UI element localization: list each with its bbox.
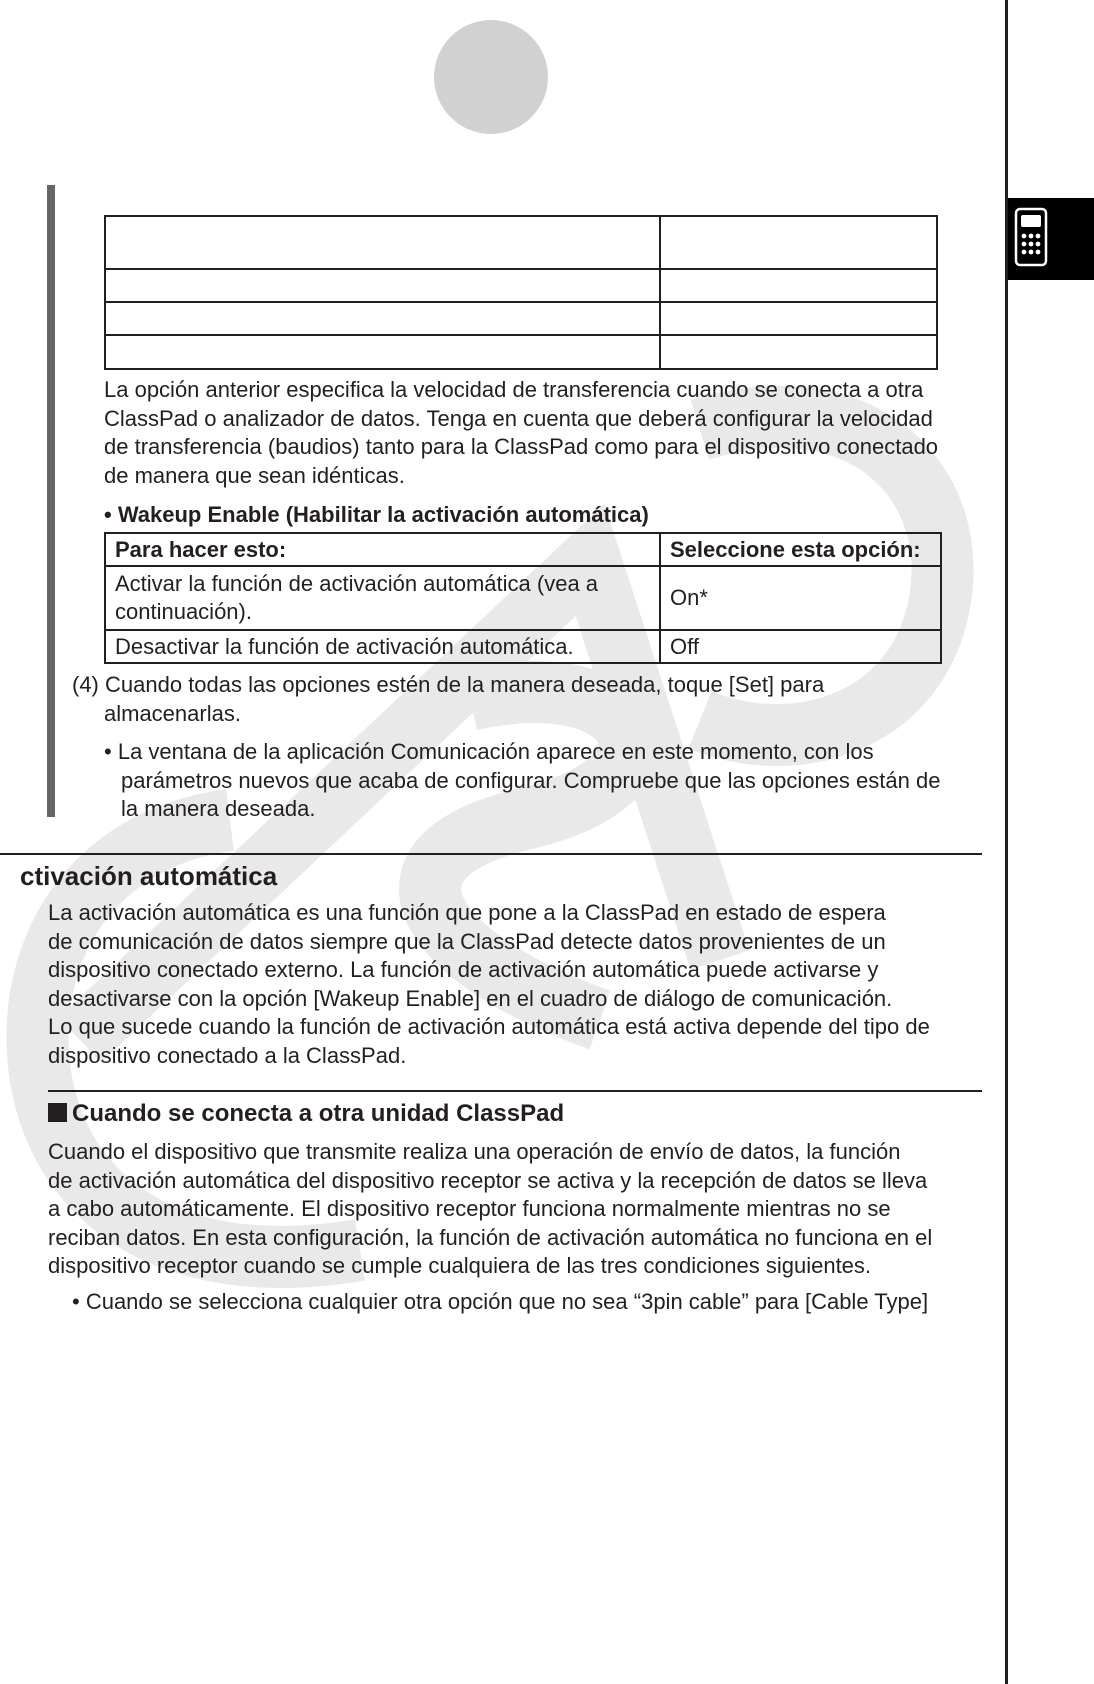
text-line [104, 738, 940, 767]
text-line: Lo que sucede cuando la función de activación automática está activa depende del tipo de [48, 1014, 930, 1039]
table-cell [105, 216, 660, 269]
chapter-tab[interactable] [1008, 198, 1094, 280]
table-cell-option: Off [660, 630, 941, 663]
subsection-divider [48, 1090, 982, 1092]
calculator-icon [1012, 206, 1052, 270]
text-line: a cabo automáticamente. El dispositivo receptor funciona normalmente mientras no se [48, 1196, 891, 1221]
text-line: parámetros nuevos que acaba de configurar. Compruebe que las opciones están de [121, 767, 941, 793]
table-row [105, 302, 937, 335]
text-line: dispositivo conectado externo. La función de activación automática puede activarse y [48, 957, 879, 982]
text-line: continuación). [115, 599, 252, 624]
table-row [105, 269, 937, 302]
condition-text: Cuando se selecciona cualquier otra opción que no sea “3pin cable” para [Cable Type] [85, 1289, 929, 1314]
bullet-icon: • [104, 502, 112, 527]
table-header-cell: Seleccione esta opción: [660, 533, 941, 566]
subsection-classpad-paragraph [48, 1138, 932, 1281]
baud-rate-table [104, 215, 938, 370]
step-4 [72, 671, 824, 728]
square-bullet-icon [48, 1103, 67, 1122]
text-line: de transferencia (baudios) tanto para la ClassPad como para el dispositivo conectado [104, 434, 939, 459]
table-cell [105, 335, 660, 369]
subsection-title-classpad [48, 1100, 564, 1129]
step-text: Cuando todas las opciones estén de la manera deseada, toque [Set] para [105, 672, 825, 697]
table-cell [660, 269, 937, 302]
wakeup-enable-table [104, 532, 942, 664]
table-row [105, 335, 937, 369]
text-line: la manera deseada. [121, 796, 316, 821]
text-line: de manera que sean idénticas. [104, 462, 405, 488]
table-cell [660, 302, 937, 335]
table-cell [660, 335, 937, 369]
table-cell [105, 302, 660, 335]
table-header-row [105, 533, 941, 566]
bullet-icon: • [104, 739, 112, 764]
table-cell-option: On* [660, 566, 941, 630]
step-number: (4) [72, 672, 99, 697]
table-row [105, 630, 941, 663]
text-line: dispositivo receptor cuando se cumple cualquiera de las tres condiciones siguientes. [48, 1253, 872, 1278]
table-cell [105, 269, 660, 302]
table-cell-action: Desactivar la función de activación automática. [105, 630, 660, 663]
table-header-cell: Para hacer esto: [105, 533, 660, 566]
table-row [105, 566, 941, 630]
condition-bullet [72, 1288, 928, 1317]
text-line: dispositivo conectado a la ClassPad. [48, 1042, 407, 1068]
table-row [105, 216, 937, 269]
section-activacion-paragraph [48, 899, 930, 1070]
section-divider [0, 853, 982, 855]
wakeup-enable-heading [104, 501, 649, 530]
text-line: Cuando el dispositivo que transmite realiza una operación de envío de datos, la función [48, 1139, 901, 1164]
subsection-title-text: Cuando se conecta a otra unidad ClassPad [72, 1100, 565, 1127]
text-line: almacenarlas. [104, 700, 241, 726]
text-line: de comunicación de datos siempre que la ClassPad detecte datos provenientes de un [48, 928, 886, 954]
text-line: Activar la función de activación automática (vea a [115, 571, 599, 596]
text-line: La opción anterior especifica la velocidad de transferencia cuando se conecta a otra [104, 377, 924, 402]
text-line [72, 671, 824, 700]
baud-note-paragraph [104, 376, 938, 490]
text-line: desactivarse con la opción [Wakeup Enable] en el cuadro de diálogo de comunicación. [48, 985, 893, 1011]
text-line: de activación automática del dispositivo receptor se activa y la recepción de datos se lleva [48, 1167, 928, 1193]
text-line: ClassPad o analizador de datos. Tenga en cuenta que deberá configurar la velocidad [104, 405, 933, 431]
text-line: La activación automática es una función que pone a la ClassPad en estado de espera [48, 900, 886, 925]
section-title-activacion: ctivación automática [20, 861, 278, 891]
text: La ventana de la aplicación Comunicación aparece en este momento, con los [117, 739, 874, 764]
table-cell [660, 216, 937, 269]
text-line: reciban datos. En esta configuración, la función de activación automática no funciona en el [48, 1224, 933, 1250]
wakeup-enable-title: Wakeup Enable (Habilitar la activación automática) [117, 502, 649, 527]
step-4-note [104, 738, 940, 824]
bullet-icon: • [72, 1289, 80, 1314]
table-cell-action [105, 566, 660, 630]
